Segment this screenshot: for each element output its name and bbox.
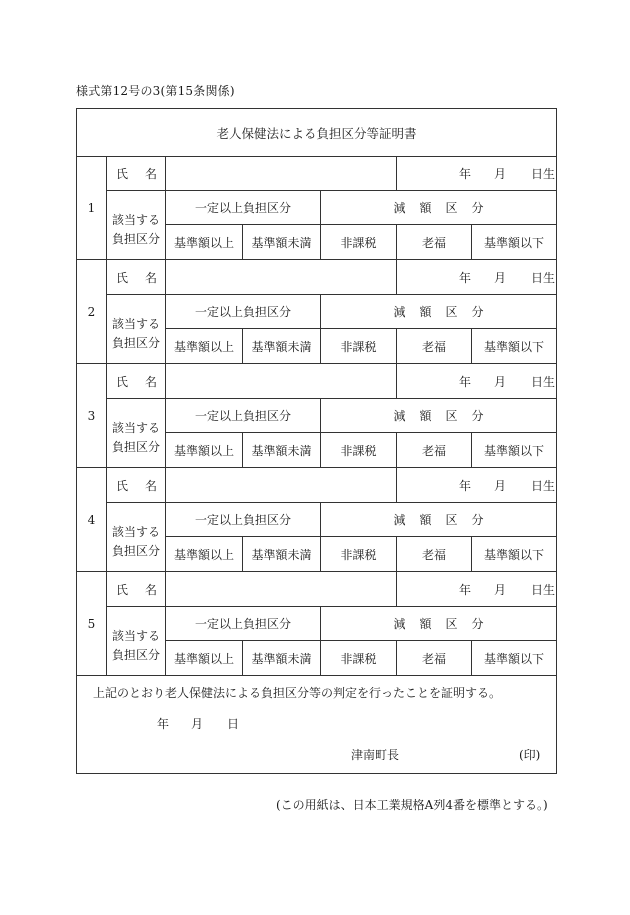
burden-option-cell[interactable]: 非課税 (321, 329, 397, 363)
birth-day-label: 日生 (531, 270, 556, 285)
name-field[interactable] (166, 156, 397, 191)
reduction-group-header (321, 607, 556, 641)
burden-option-cell[interactable]: 非課税 (321, 537, 397, 571)
burden-option-cell[interactable]: 老福 (397, 329, 472, 363)
name-label-char: 名 (144, 582, 157, 597)
birth-month-label: 月 (494, 582, 507, 597)
name-field[interactable] (166, 260, 397, 295)
category-label-line: 該当する (111, 317, 160, 331)
category-label (107, 191, 166, 259)
burden-option-cell[interactable]: 基準額未満 (243, 641, 321, 675)
category-label-line: 該当する (111, 629, 160, 643)
fixed-burden-group-header: 一定以上負担区分 (166, 399, 321, 433)
birth-month-label: 月 (494, 478, 507, 493)
fixed-burden-group-header: 一定以上負担区分 (166, 191, 321, 225)
burden-option-cell[interactable]: 老福 (397, 537, 472, 571)
category-label-line: 負担区分 (111, 336, 160, 350)
category-label-line: 該当する (111, 525, 160, 539)
burden-option-cell[interactable]: 基準額以下 (483, 339, 544, 354)
certificate-frame (76, 108, 557, 774)
reduction-group-header (321, 191, 556, 225)
name-label-char: 氏 (116, 582, 129, 597)
person-block (77, 572, 556, 676)
birth-date-field[interactable] (397, 156, 556, 191)
burden-option-cell[interactable]: 基準額以下 (483, 235, 544, 250)
signer-title: 津南町長 (351, 748, 400, 762)
reduction-header-char: 減 (393, 617, 406, 631)
reduction-header-char: 分 (471, 513, 484, 527)
certification-date-year: 年 (157, 717, 170, 731)
birth-day-label: 日生 (531, 582, 556, 597)
reduction-group-header (321, 503, 556, 537)
paper-size-note: (この用紙は、日本工業規格A列4番を標準とする。) (276, 798, 548, 812)
burden-option-cell[interactable]: 基準額未満 (243, 329, 321, 363)
certification-date-month: 月 (191, 717, 204, 731)
birth-year-label: 年 (459, 582, 472, 597)
birth-year-label: 年 (459, 478, 472, 493)
reduction-header-char: 額 (419, 409, 432, 423)
birth-day-label: 日生 (531, 166, 556, 181)
reduction-group-header (321, 399, 556, 433)
burden-option-cell[interactable]: 非課税 (321, 225, 397, 259)
birth-year-label: 年 (459, 166, 472, 181)
person-number: 3 (77, 364, 107, 467)
birth-day-label: 日生 (531, 374, 556, 389)
birth-date-field[interactable] (397, 260, 556, 295)
birth-date-field[interactable] (397, 364, 556, 399)
reduction-header-char: 分 (471, 617, 484, 631)
birth-month-label: 月 (494, 166, 507, 181)
reduction-header-char: 額 (419, 305, 432, 319)
category-label-line: 負担区分 (111, 440, 160, 454)
burden-option-cell[interactable]: 基準額以上 (166, 433, 243, 467)
name-label-char: 名 (144, 270, 157, 285)
name-label-char: 氏 (116, 478, 129, 493)
person-number: 5 (77, 572, 107, 675)
name-label-char: 名 (144, 374, 157, 389)
category-label-line: 該当する (111, 421, 160, 435)
burden-option-cell[interactable]: 基準額以上 (166, 537, 243, 571)
person-block (77, 468, 556, 572)
reduction-header-char: 額 (419, 513, 432, 527)
form-identifier: 様式第12号の3(第15条関係) (76, 84, 235, 98)
reduction-header-char: 額 (419, 617, 432, 631)
reduction-header-char: 減 (393, 305, 406, 319)
person-block (77, 260, 556, 364)
birth-year-label: 年 (459, 374, 472, 389)
person-block (77, 156, 556, 260)
name-label-char: 名 (144, 478, 157, 493)
category-label-line: 負担区分 (111, 648, 160, 662)
name-label (107, 364, 166, 399)
reduction-header-char: 額 (419, 201, 432, 215)
name-label-char: 名 (144, 166, 157, 181)
burden-option-cell[interactable]: 老福 (397, 641, 472, 675)
name-label (107, 260, 166, 295)
reduction-header-char: 区 (445, 409, 458, 423)
category-label-line: 該当する (111, 213, 160, 227)
certification-date-day: 日 (227, 717, 240, 731)
document-title: 老人保健法による負担区分等証明書 (77, 109, 556, 157)
burden-option-cell[interactable]: 基準額以下 (483, 443, 544, 458)
burden-option-cell[interactable]: 老福 (397, 225, 472, 259)
category-label (107, 295, 166, 363)
reduction-header-char: 減 (393, 201, 406, 215)
person-number: 4 (77, 468, 107, 571)
birth-year-label: 年 (459, 270, 472, 285)
name-label-char: 氏 (116, 270, 129, 285)
burden-option-cell[interactable]: 基準額未満 (243, 537, 321, 571)
name-label (107, 468, 166, 503)
reduction-header-char: 分 (471, 409, 484, 423)
category-label (107, 503, 166, 571)
person-number: 1 (77, 156, 107, 259)
category-label (107, 399, 166, 467)
reduction-header-char: 区 (445, 617, 458, 631)
burden-option-cell[interactable]: 老福 (397, 433, 472, 467)
reduction-header-char: 減 (393, 409, 406, 423)
category-label (107, 607, 166, 675)
burden-option-cell[interactable]: 非課税 (321, 433, 397, 467)
name-label-char: 氏 (116, 374, 129, 389)
category-label-line: 負担区分 (111, 232, 160, 246)
burden-option-cell[interactable]: 基準額以上 (166, 329, 243, 363)
burden-option-cell[interactable]: 基準額以下 (483, 651, 544, 666)
birth-month-label: 月 (494, 374, 507, 389)
burden-option-cell[interactable]: 基準額以下 (483, 547, 544, 562)
seal-mark: (印) (519, 748, 541, 762)
birth-date-field[interactable] (397, 468, 556, 503)
reduction-header-char: 区 (445, 513, 458, 527)
person-number: 2 (77, 260, 107, 363)
birth-month-label: 月 (494, 270, 507, 285)
name-label-char: 氏 (116, 166, 129, 181)
reduction-header-char: 分 (471, 201, 484, 215)
reduction-header-char: 減 (393, 513, 406, 527)
name-field[interactable] (166, 364, 397, 399)
name-field[interactable] (166, 468, 397, 503)
reduction-group-header (321, 295, 556, 329)
certification-statement: 上記のとおり老人保健法による負担区分等の判定を行ったことを証明する。 (93, 686, 502, 700)
reduction-header-char: 分 (471, 305, 484, 319)
birth-day-label: 日生 (531, 478, 556, 493)
fixed-burden-group-header: 一定以上負担区分 (166, 607, 321, 641)
burden-option-cell[interactable]: 基準額以上 (166, 641, 243, 675)
burden-option-cell[interactable]: 非課税 (321, 641, 397, 675)
burden-option-cell[interactable]: 基準額未満 (243, 433, 321, 467)
name-field[interactable] (166, 572, 397, 607)
burden-option-cell[interactable]: 基準額以上 (166, 225, 243, 259)
burden-option-cell[interactable]: 基準額未満 (243, 225, 321, 259)
birth-date-field[interactable] (397, 572, 556, 607)
fixed-burden-group-header: 一定以上負担区分 (166, 503, 321, 537)
person-block (77, 364, 556, 468)
category-label-line: 負担区分 (111, 544, 160, 558)
name-label (107, 572, 166, 607)
name-label (107, 156, 166, 191)
fixed-burden-group-header: 一定以上負担区分 (166, 295, 321, 329)
reduction-header-char: 区 (445, 305, 458, 319)
reduction-header-char: 区 (445, 201, 458, 215)
